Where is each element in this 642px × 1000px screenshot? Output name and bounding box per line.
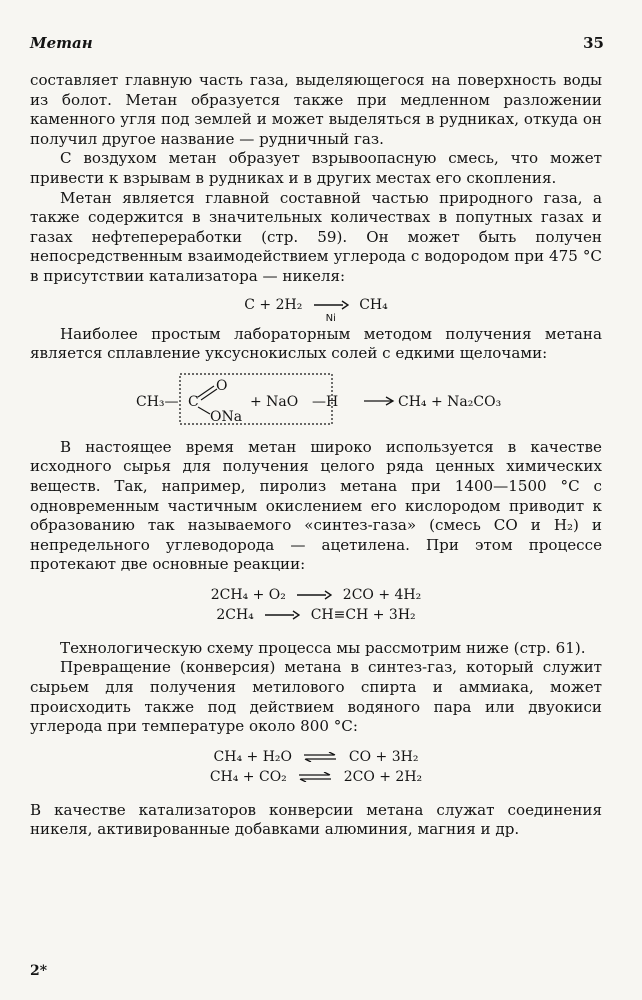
formula-conversion [30,747,602,787]
pyrolysis-reaction-1 [30,585,602,605]
paragraph-3: Метан является главной составной частью природного газа, а также содержится в значительных количествах в попутных газах и газах нефтепереработки (стр. 59). Он может быть получен непосредственным взаимодействием углерода с водородом при 475 °C в присутствии катализатора — никеля: [30,188,602,285]
formula-nickel-catalyst: Ni [325,312,336,324]
fusion-oxygen: O [216,377,228,394]
fusion-carbon: C [188,393,199,410]
paragraph-8: В качестве катализаторов конверсии метана служат соединения никеля, активированные добавками алюминия, магния и др. [30,800,602,839]
paragraph-6: Технологическую схему процесса мы рассмотрим ниже (стр. 61). [60,638,586,657]
pyrolysis-2-right: CH≡CH + 3H₂ [310,606,416,623]
formula-pyrolysis [30,585,602,625]
paragraph-7: Превращение (конверсия) метана в синтез-газ, который служит сырьем для получения метилового спирта и аммиака, может происходить также под действием водяного пара или двуокиси углерода при температуре около 800 °C: [30,658,602,736]
formula-nickel-synthesis [30,295,602,324]
conversion-reaction-2 [30,767,602,787]
running-title: Метан [30,34,93,52]
fusion-products: CH₄ + Na₂CO₃ [398,393,502,410]
formula-nickel-left: C + 2H₂ [244,296,303,313]
pyrolysis-1-right: 2CO + 4H₂ [342,586,422,603]
paragraph-4: Наиболее простым лабораторным методом получения метана является сплавление уксуснокислых солей с едкими щелочами: [30,324,602,363]
conversion-reaction-1 [30,747,602,767]
pyrolysis-reaction-2 [30,605,602,625]
conversion-2-left: CH₄ + CO₂ [209,768,287,785]
paragraph-2: С воздухом метан образует взрывоопасную смесь, что может привести к взрывам в рудниках и в других местах его скопления. [30,149,602,187]
reaction-arrow-icon [296,590,332,600]
paragraph-1: составляет главную часть газа, выделяющегося на поверхность воды из болот. Метан образуется также при медленном разложении каменного угля под землей и может выделяться в рудниках, откуда он получил другое название — рудничный газ. [30,71,602,148]
conversion-2-right: 2CO + 2H₂ [343,768,423,785]
signature-mark: 2* [30,963,48,979]
equilibrium-arrow-icon [302,752,338,762]
paragraph-5: В настоящее время метан широко используется в качестве исходного сырья для получения целого ряда ценных химических веществ. Так, например, пиролиз метана при 1400—1500 °C с одновременным частичным окислением его кислородом приводит к образованию так называемого «синтез-газа» (смесь CO и H₂) и непредельного углеводорода — ацетилена. При этом процессе протекают две основные реакции: [30,437,602,574]
fusion-naoh: + NaO [250,393,299,410]
reaction-arrow-icon [313,300,349,324]
acetate-fusion-reaction [30,370,602,430]
fusion-h: —H [312,393,339,410]
fusion-methyl: CH₃— [136,393,179,410]
conversion-1-right: CO + 3H₂ [348,748,419,765]
page-number: 35 [583,34,604,52]
formula-nickel-right: CH₄ [359,296,388,313]
pyrolysis-1-left: 2CH₄ + O₂ [210,586,286,603]
page-body [30,71,602,840]
fusion-ona: ONa [210,408,243,425]
page-header [30,34,604,56]
reaction-arrow-icon [264,610,300,620]
conversion-1-left: CH₄ + H₂O [213,748,292,765]
pyrolysis-2-left: 2CH₄ [216,606,254,623]
equilibrium-arrow-icon [297,772,333,782]
